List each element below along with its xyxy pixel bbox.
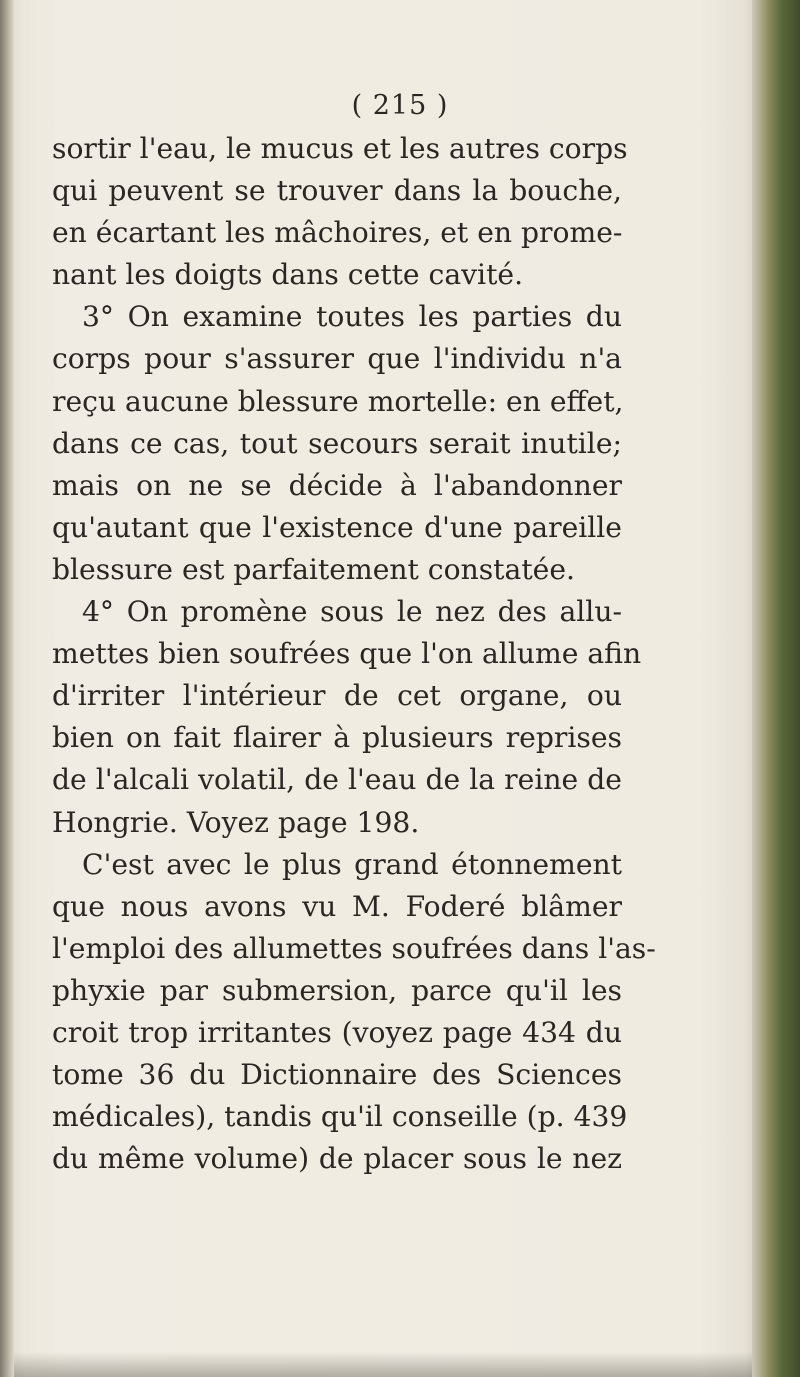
text-line: d'irriter l'intérieur de cet organe, ou: [52, 679, 622, 713]
text-line: médicales), tandis qu'il conseille (p. 439: [52, 1100, 628, 1134]
paragraph-1: [52, 128, 628, 296]
text-line: du même volume) de placer sous le nez: [52, 1142, 622, 1176]
text-line: sortir l'eau, le mucus et les autres corps: [52, 132, 628, 165]
text-line: phyxie par submersion, parce qu'il les: [52, 973, 622, 1007]
text-line: qu'autant que l'existence d'une pareille: [52, 510, 622, 544]
text-line: en écartant les mâchoires, et en prome-: [52, 216, 623, 250]
text-line: croit trop irritantes (voyez page 434 du: [52, 1015, 622, 1049]
text-line: C'est avec le plus grand étonnement: [82, 847, 622, 881]
body-text: [52, 128, 656, 1180]
binding-gutter: [0, 0, 14, 1377]
text-line: mettes bien soufrées que l'on allume afin: [52, 637, 642, 671]
paragraph-4: [52, 844, 656, 1181]
text-line: que nous avons vu M. Foderé blâmer: [52, 889, 622, 923]
text-line: reçu aucune blessure mortelle: en effet,: [52, 384, 624, 418]
text-line: dans ce cas, tout secours serait inutile;: [52, 426, 622, 460]
text-line: bien on fait flairer à plusieurs reprises: [52, 721, 622, 755]
page-edge: [752, 0, 800, 1377]
text-line: mais on ne se décide à l'abandonner: [52, 468, 622, 502]
text-line: nant les doigts dans cette cavité.: [52, 258, 524, 292]
page-bottom-shadow: [14, 1352, 752, 1377]
text-line: Hongrie. Voyez page 198.: [52, 805, 420, 839]
text-line: l'emploi des allumettes soufrées dans l'as-: [52, 931, 656, 965]
text-line: 4° On promène sous le nez des allu-: [82, 595, 622, 629]
text-line: tome 36 du Dictionnaire des Sciences: [52, 1058, 622, 1092]
page-number: ( 215 ): [351, 90, 449, 121]
paragraph-2: [52, 296, 622, 591]
text-line: blessure est parfaitement constatée.: [52, 552, 575, 586]
text-line: 3° On examine toutes les parties du: [82, 300, 622, 334]
text-line: corps pour s'assurer que l'individu n'a: [52, 342, 622, 376]
text-line: de l'alcali volatil, de l'eau de la reine de: [52, 763, 622, 797]
text-line: qui peuvent se trouver dans la bouche,: [52, 174, 622, 208]
paragraph-3: [52, 591, 642, 844]
